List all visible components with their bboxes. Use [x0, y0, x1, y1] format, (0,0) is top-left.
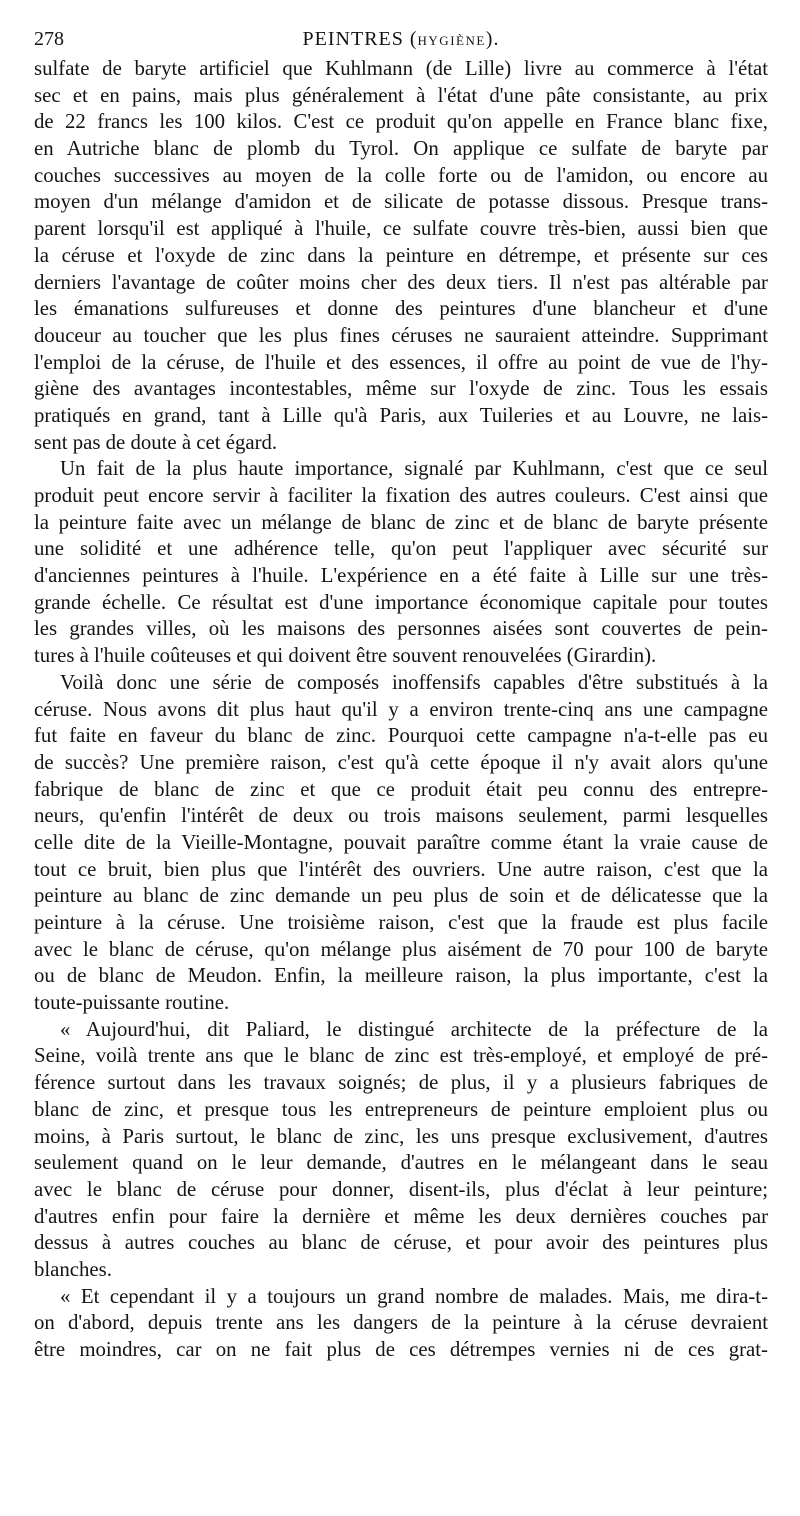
text-line: neurs, qu'enfin l'intérêt de deux ou trois maisons seulement, parmi lesquelles [34, 804, 768, 828]
paragraph [34, 56, 768, 456]
paragraph [34, 1017, 768, 1284]
text-line: tures à l'huile coûteuses et qui doivent être souvent renouvelées (Girardin). [34, 644, 657, 668]
text-line: « Et cependant il y a toujours un grand nombre de malades. Mais, me dira-t- [60, 1284, 768, 1308]
text-line: d'anciennes peintures à l'huile. L'expérience en a été faite à Lille sur une très- [34, 564, 768, 588]
text-line: fut faite en faveur du blanc de zinc. Pourquoi cette campagne n'a-t-elle pas eu [34, 724, 768, 748]
text-line: « Aujourd'hui, dit Paliard, le distingué architecte de la préfecture de la [60, 1017, 768, 1041]
page-number: 278 [34, 28, 64, 50]
running-title [34, 28, 768, 51]
text-line: dessus à autres couches au blanc de céruse, et pour avoir des peintures plus [34, 1231, 768, 1255]
text-line: blanches. [34, 1257, 112, 1281]
paragraph [34, 456, 768, 670]
text-line: peinture au blanc de zinc demande un peu plus de soin et de délicatesse que la [34, 884, 768, 908]
text-line: blanc de zinc, et presque tous les entrepreneurs de peinture emploient plus ou [34, 1097, 768, 1121]
text-line: couches successives au moyen de la colle forte ou de l'amidon, ou encore au [34, 163, 768, 187]
text-line: peinture à la céruse. Une troisième raison, c'est que la fraude est plus facile [34, 911, 768, 934]
text-line: douceur au toucher que les plus fines céruses ne sauraient atteindre. Supprimant [34, 323, 768, 347]
text-line: derniers l'avantage de coûter moins cher des deux tiers. Il n'est pas altérable par [34, 270, 768, 294]
text-line: parent lorsqu'il est appliqué à l'huile, ce sulfate couvre très-bien, aussi bien que [34, 217, 768, 241]
text-line: toute-puissante routine. [34, 991, 230, 1015]
text-line: tout ce bruit, bien plus que l'intérêt des ouvriers. Une autre raison, c'est que la [34, 857, 768, 881]
book-page [34, 22, 768, 1364]
running-header [34, 22, 768, 56]
running-title-main: PEINTRES ( [302, 28, 418, 50]
text-line: sec et en pains, mais plus généralement à l'état d'une pâte consistante, au prix [34, 83, 768, 107]
text-line: pratiqués en grand, tant à Lille qu'à Paris, aux Tuileries et au Louvre, ne lais- [34, 403, 768, 427]
text-line: grande échelle. Ce résultat est d'une importance économique capitale pour toutes [34, 590, 768, 614]
text-line: de succès? Une première raison, c'est qu'à cette époque il n'y avait alors qu'une [34, 750, 768, 774]
text-line: sent pas de doute à cet égard. [34, 430, 278, 454]
body-text [34, 56, 768, 1364]
paragraph [34, 1284, 768, 1364]
text-line: Seine, voilà trente ans que le blanc de zinc est très-employé, et employé de pré- [34, 1044, 768, 1068]
text-line: l'emploi de la céruse, de l'huile et des essences, il offre au point de vue de l'hy- [34, 350, 768, 374]
text-line: celle dite de la Vieille-Montagne, pouvait paraître comme étant la vraie cause de [34, 830, 768, 854]
text-line: de 22 francs les 100 kilos. C'est ce produit qu'on appelle en France blanc fixe, [34, 110, 768, 134]
text-line: sulfate de baryte artificiel que Kuhlmann (de Lille) livre au commerce à l'état [34, 57, 768, 80]
text-line: la céruse et l'oxyde de zinc dans la peinture en détrempe, et présente sur ces [34, 243, 768, 267]
text-line: giène des avantages incontestables, même sur l'oxyde de zinc. Tous les essais [34, 377, 768, 401]
text-line: la peinture faite avec un mélange de blanc de zinc et de blanc de baryte présente [34, 510, 768, 534]
text-line: produit peut encore servir à faciliter la fixation des autres couleurs. C'est ainsi que [34, 484, 768, 507]
text-line: moins, à Paris surtout, le blanc de zinc, les uns presque exclusivement, d'autres [34, 1124, 768, 1148]
paragraph [34, 670, 768, 1017]
text-line: fabrique de blanc de zinc et que ce produit était peu connu des entrepre- [34, 777, 768, 801]
text-line: seulement quand on le leur demande, d'autres en le mélangeant dans le seau [34, 1151, 768, 1175]
text-line: céruse. Nous avons dit plus haut qu'il y a environ trente-cinq ans une campagne [34, 697, 768, 721]
running-title-end: ). [485, 28, 500, 50]
text-line: les émanations sulfureuses et donne des peintures d'une blancheur et d'une [34, 297, 768, 321]
text-line: Voilà donc une série de composés inoffensifs capables d'être substitués à la [60, 670, 768, 694]
running-title-sub: HYGIÈNE [417, 33, 486, 48]
text-line: ou de blanc de Meudon. Enfin, la meilleure raison, la plus importante, c'est la [34, 964, 768, 988]
text-line: on d'abord, depuis trente ans les dangers de la peinture à la céruse devraient [34, 1311, 768, 1335]
text-line: moyen d'un mélange d'amidon et de silicate de potasse dissous. Presque trans- [34, 190, 768, 214]
text-line: être moindres, car on ne fait plus de ces détrempes vernies ni de ces grat- [34, 1338, 768, 1361]
text-line: avec le blanc de céruse, qu'on mélange plus aisément de 70 pour 100 de baryte [34, 937, 768, 961]
text-line: en Autriche blanc de plomb du Tyrol. On applique ce sulfate de baryte par [34, 137, 768, 161]
text-line: férence surtout dans les travaux soignés; de plus, il y a plusieurs fabriques de [34, 1071, 768, 1095]
text-line: avec le blanc de céruse pour donner, disent-ils, plus d'éclat à leur peinture; [34, 1177, 768, 1201]
text-line: d'autres enfin pour faire la dernière et même les deux dernières couches par [34, 1204, 768, 1228]
text-line: Un fait de la plus haute importance, signalé par Kuhlmann, c'est que ce seul [60, 457, 768, 481]
text-line: les grandes villes, où les maisons des personnes aisées sont couvertes de pein- [34, 617, 768, 641]
text-line: une solidité et une adhérence telle, qu'on peut l'appliquer avec sécurité sur [34, 537, 768, 561]
